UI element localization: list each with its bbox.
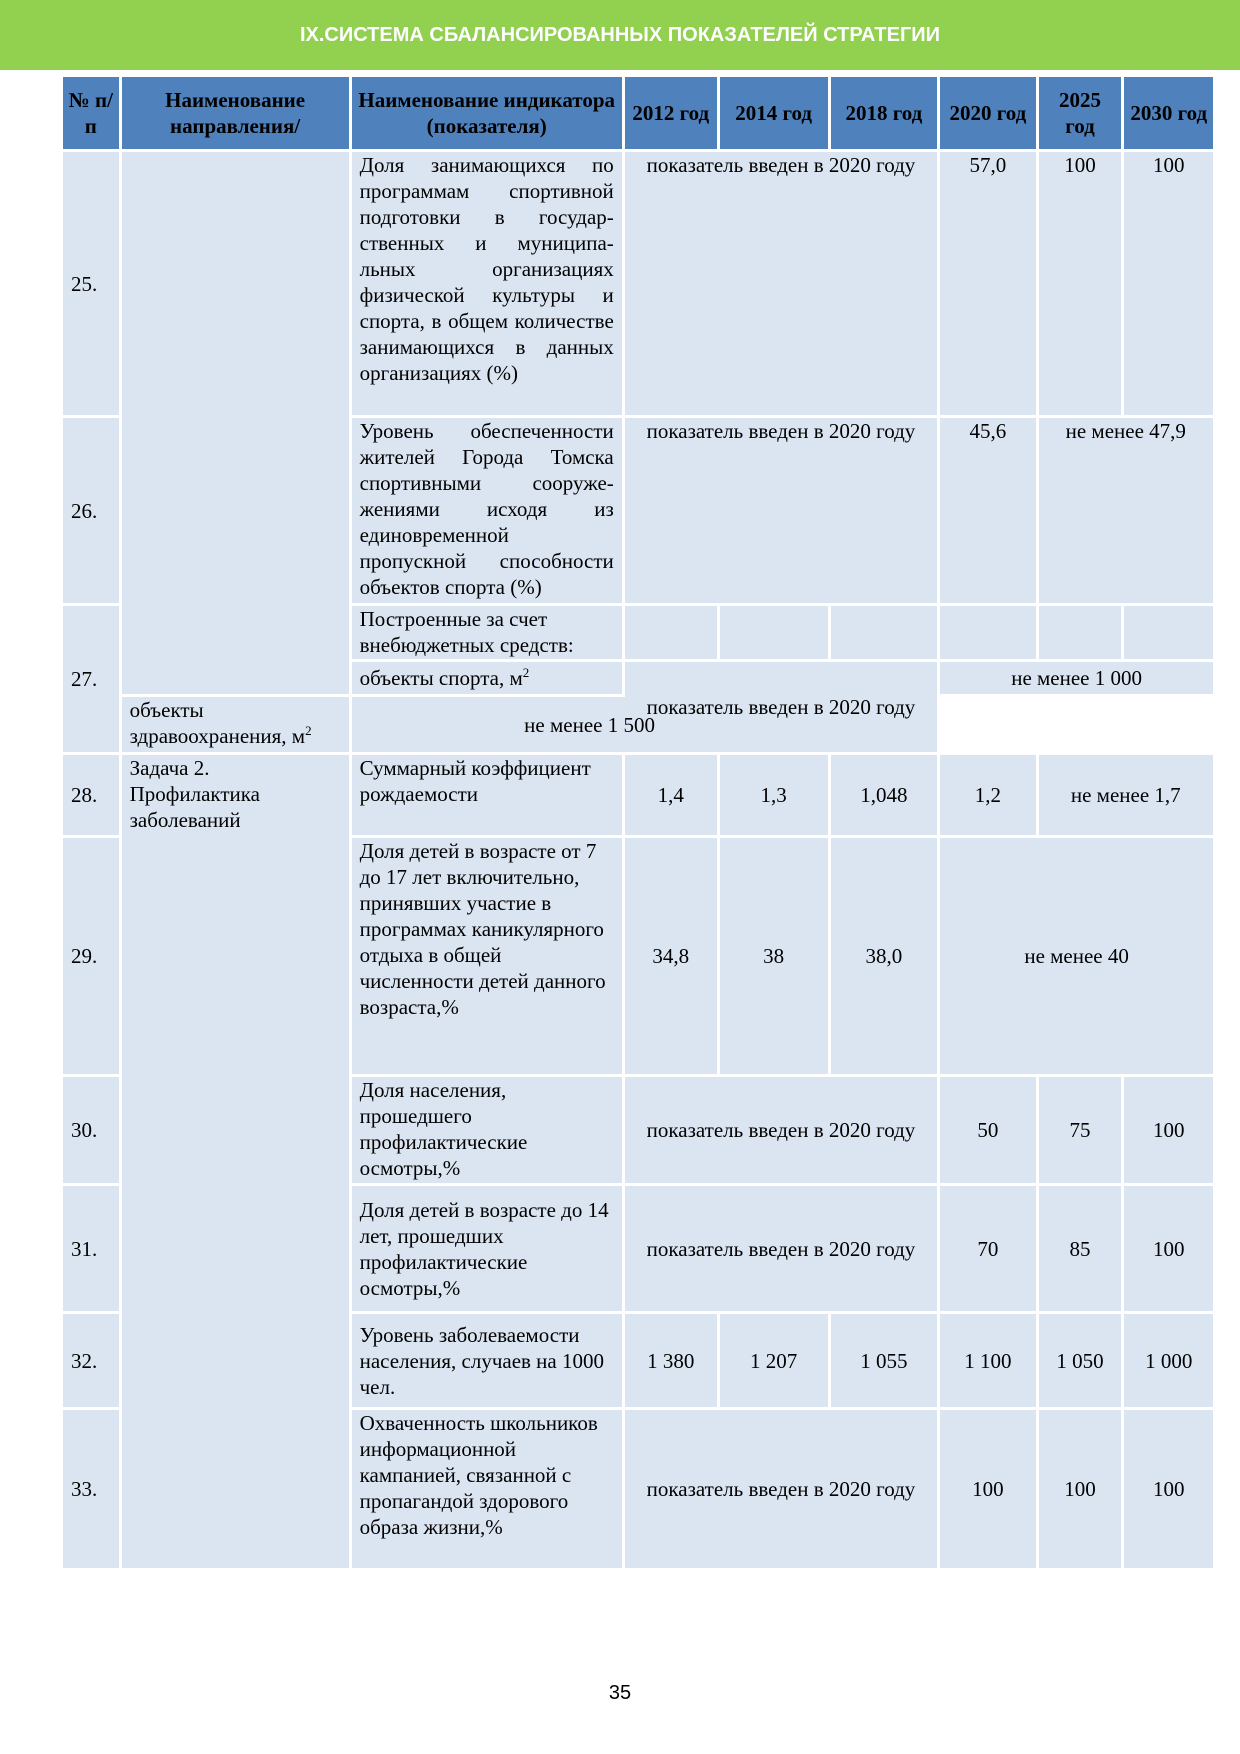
value-2030: 100: [1124, 1410, 1213, 1568]
indicator-name: Построенные за счет внебюджетных средств:: [352, 606, 622, 659]
intro-note: показатель введен в 2020 году: [625, 1077, 937, 1183]
row-number: 33.: [63, 1410, 119, 1568]
header-2030: 2030 год: [1124, 77, 1213, 149]
empty-cell: [831, 606, 938, 659]
direction-name: Задача 2. Профилактика заболеваний: [122, 755, 349, 1568]
table-row: [63, 152, 1213, 415]
value-2012: 1,4: [625, 755, 717, 835]
page-number: 35: [608, 1682, 632, 1704]
intro-note: показатель введен в 2020 году: [625, 152, 937, 415]
row-number: 31.: [63, 1186, 119, 1311]
value-2025: 75: [1039, 1077, 1122, 1183]
header-2018: 2018 год: [831, 77, 938, 149]
header-2020: 2020 год: [940, 77, 1035, 149]
intro-note: показатель введен в 2020 году: [625, 418, 937, 603]
empty-cell: [940, 606, 1035, 659]
value-2020-2030: не менее 40: [940, 838, 1213, 1074]
empty-cell: [1124, 606, 1213, 659]
value-2020: 100: [940, 1410, 1035, 1568]
value-2012: 34,8: [625, 838, 717, 1074]
value-2014: 1 207: [720, 1314, 828, 1407]
indicator-name: Уровень обеспеченности жителей Города Томска спортивными сооруже-жениями исходя из единовременной пропускной способности объектов спорта (%): [352, 418, 622, 603]
value-2020: 70: [940, 1186, 1035, 1311]
header-2014: 2014 год: [720, 77, 828, 149]
value-2020: 57,0: [940, 152, 1035, 415]
row-number: 27.: [63, 606, 119, 752]
intro-note: показатель введен в 2020 году: [625, 662, 937, 752]
value-2020: 1,2: [940, 755, 1035, 835]
indicator-name: Доля населения, прошедшего профилактические осмотры,%: [352, 1077, 622, 1183]
value-2025: 1 050: [1039, 1314, 1122, 1407]
header-direction: Наименование направления/: [122, 77, 349, 149]
row-number: 26.: [63, 418, 119, 603]
sub-indicator-label: объекты спорта, м: [359, 666, 523, 690]
value-2020: 1 100: [940, 1314, 1035, 1407]
sub-indicator-label: объекты здравоохранения, м: [129, 698, 306, 748]
intro-note: показатель введен в 2020 году: [625, 1186, 937, 1311]
superscript: 2: [522, 665, 530, 680]
value-2030: 100: [1124, 1077, 1213, 1183]
value-2030: 1 000: [1124, 1314, 1213, 1407]
value-2030: 100: [1124, 1186, 1213, 1311]
value-2025: 100: [1039, 152, 1122, 415]
row-number: 25.: [63, 152, 119, 415]
table-header-row: [63, 77, 1213, 149]
direction-cell-empty: [122, 152, 349, 694]
indicator-name: Суммарный коэффициент рождаемости: [352, 755, 622, 835]
empty-cell: [625, 606, 717, 659]
header-2025: 2025 год: [1039, 77, 1122, 149]
table-row: [63, 755, 1213, 835]
value-2014: 1,3: [720, 755, 828, 835]
indicators-table: [60, 74, 1216, 1571]
sub-indicator: [352, 662, 622, 694]
empty-cell: [1039, 606, 1122, 659]
value-2025: 85: [1039, 1186, 1122, 1311]
row-number: 28.: [63, 755, 119, 835]
value-2018: 1 055: [831, 1314, 938, 1407]
superscript: 2: [305, 723, 312, 738]
value-2014: 38: [720, 838, 828, 1074]
value-2020: 45,6: [940, 418, 1035, 603]
value-2030: 100: [1124, 152, 1213, 415]
value-2018: 1,048: [831, 755, 938, 835]
section-title: IX.СИСТЕМА СБАЛАНСИРОВАННЫХ ПОКАЗАТЕЛЕЙ СТРАТЕГИИ: [299, 23, 941, 46]
value-2020-2030: не менее 1 500: [352, 697, 828, 752]
value-2018: 38,0: [831, 838, 938, 1074]
sub-indicator: [122, 697, 349, 752]
empty-cell: [720, 606, 828, 659]
indicator-name: Доля детей в возрасте от 7 до 17 лет включительно, принявших участие в программах каникулярного отдыха в общей численности детей данного возраста,%: [352, 838, 622, 1074]
value-2012: 1 380: [625, 1314, 717, 1407]
indicator-name: Охваченность школьников информационной кампанией, связанной с пропагандой здорового образа жизни,%: [352, 1410, 622, 1568]
value-2025-2030: не менее 47,9: [1039, 418, 1213, 603]
table-row: [63, 697, 1213, 752]
value-2025: 100: [1039, 1410, 1122, 1568]
header-indicator: Наименование индикатора (показателя): [352, 77, 622, 149]
header-2012: 2012 год: [625, 77, 717, 149]
row-number: 29.: [63, 838, 119, 1074]
indicator-name: Уровень заболеваемости населения, случаев на 1000 чел.: [352, 1314, 622, 1407]
row-number: 32.: [63, 1314, 119, 1407]
value-2020-2030: не менее 1 000: [940, 662, 1213, 694]
section-banner: [0, 0, 1240, 70]
intro-note: показатель введен в 2020 году: [625, 1410, 937, 1568]
value-2020: 50: [940, 1077, 1035, 1183]
header-num: № п/п: [63, 77, 119, 149]
row-number: 30.: [63, 1077, 119, 1183]
indicator-name: Доля занимающихся по программам спортивной подготовки в государ-ственных и муниципа-льных организациях физической культуры и спорта, в общем количестве занимающихся в данных организациях (%): [352, 152, 622, 415]
value-2025-2030: не менее 1,7: [1039, 755, 1213, 835]
indicator-name: Доля детей в возрасте до 14 лет, прошедших профилактические осмотры,%: [352, 1186, 622, 1311]
